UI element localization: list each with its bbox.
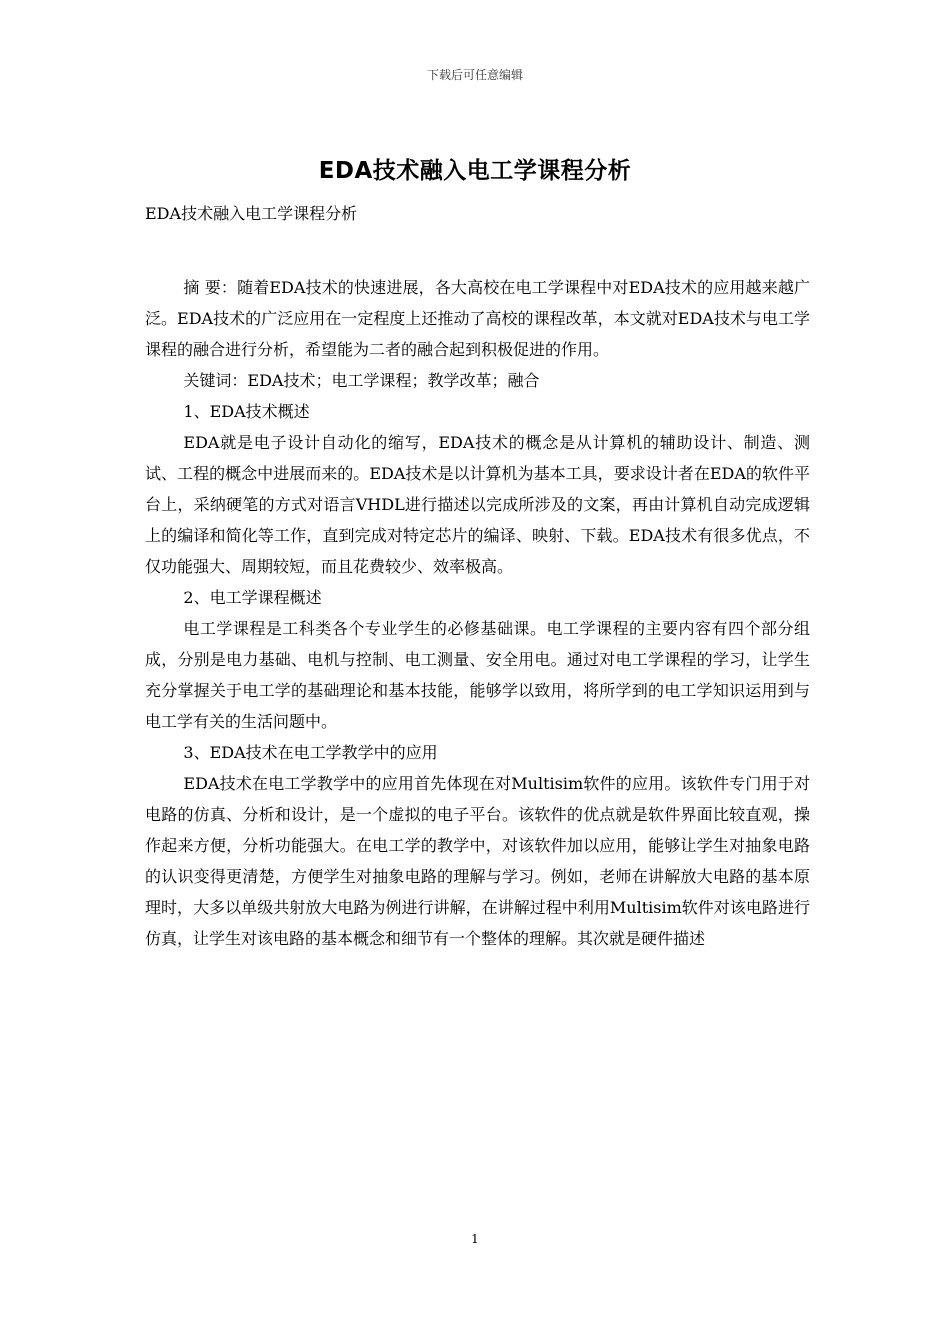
keywords-paragraph: 关键词：EDA技术；电工学课程；教学改革；融合 <box>183 371 540 390</box>
document-title: EDA技术融入电工学课程分析 <box>318 158 632 184</box>
section-3-paragraph: EDA技术在电工学教学中的应用首先体现在对Multisim软件的应用。该软件专门用于对电路的仿真、分析和设计，是一个虚拟的电子平台。该软件的优点就是软件界面比较直观，操作起来方便，分析功能强大。在电工学的教学中，对该软件加以应用，能够让学生对抽象电路的认识变得更清楚，方便学生对抽象电路的理解与学习。例如，老师在讲解放大电路的基本原理时，大多以单级共射放大电路为例进行讲解，在讲解过程中利用Multisim软件对该电路进行仿真，让学生对该电路的基本概念和细节有一个整体的理解。其次就是硬件描述 <box>145 774 810 948</box>
document-body <box>145 272 810 954</box>
section-heading-3: 3、EDA技术在电工学教学中的应用 <box>183 743 438 762</box>
abstract-paragraph: 摘 要：随着EDA技术的快速进展，各大高校在电工学课程中对EDA技术的应用越来越广泛。EDA技术的广泛应用在一定程度上还推动了高校的课程改革，本文就对EDA技术与电工学课程的融合进行分析，希望能为二者的融合起到积极促进的作用。 <box>145 278 810 359</box>
page-header: 下载后可任意编辑 <box>426 68 523 82</box>
section-1-paragraph: EDA就是电子设计自动化的缩写，EDA技术的概念是从计算机的辅助设计、制造、测试、工程的概念中进展而来的。EDA技术是以计算机为基本工具，要求设计者在EDA的软件平台上，采纳硬笔的方式对语言VHDL进行描述以完成所涉及的文案，再由计算机自动完成逻辑上的编译和简化等工作，直到完成对特定芯片的编译、映射、下载。EDA技术有很多优点，不仅功能强大、周期较短，而且花费较少、效率极高。 <box>145 433 810 576</box>
section-heading-1: 1、EDA技术概述 <box>183 402 310 421</box>
section-2-paragraph: 电工学课程是工科类各个专业学生的必修基础课。电工学课程的主要内容有四个部分组成，分别是电力基础、电机与控制、电工测量、安全用电。通过对电工学课程的学习，让学生充分掌握关于电工学的基础理论和基本技能，能够学以致用，将所学到的电工学知识运用到与电工学有关的生活问题中。 <box>145 619 810 731</box>
document-subtitle: EDA技术融入电工学课程分析 <box>145 204 358 223</box>
page-number: 1 <box>471 1232 479 1246</box>
section-heading-2: 2、电工学课程概述 <box>183 588 322 607</box>
